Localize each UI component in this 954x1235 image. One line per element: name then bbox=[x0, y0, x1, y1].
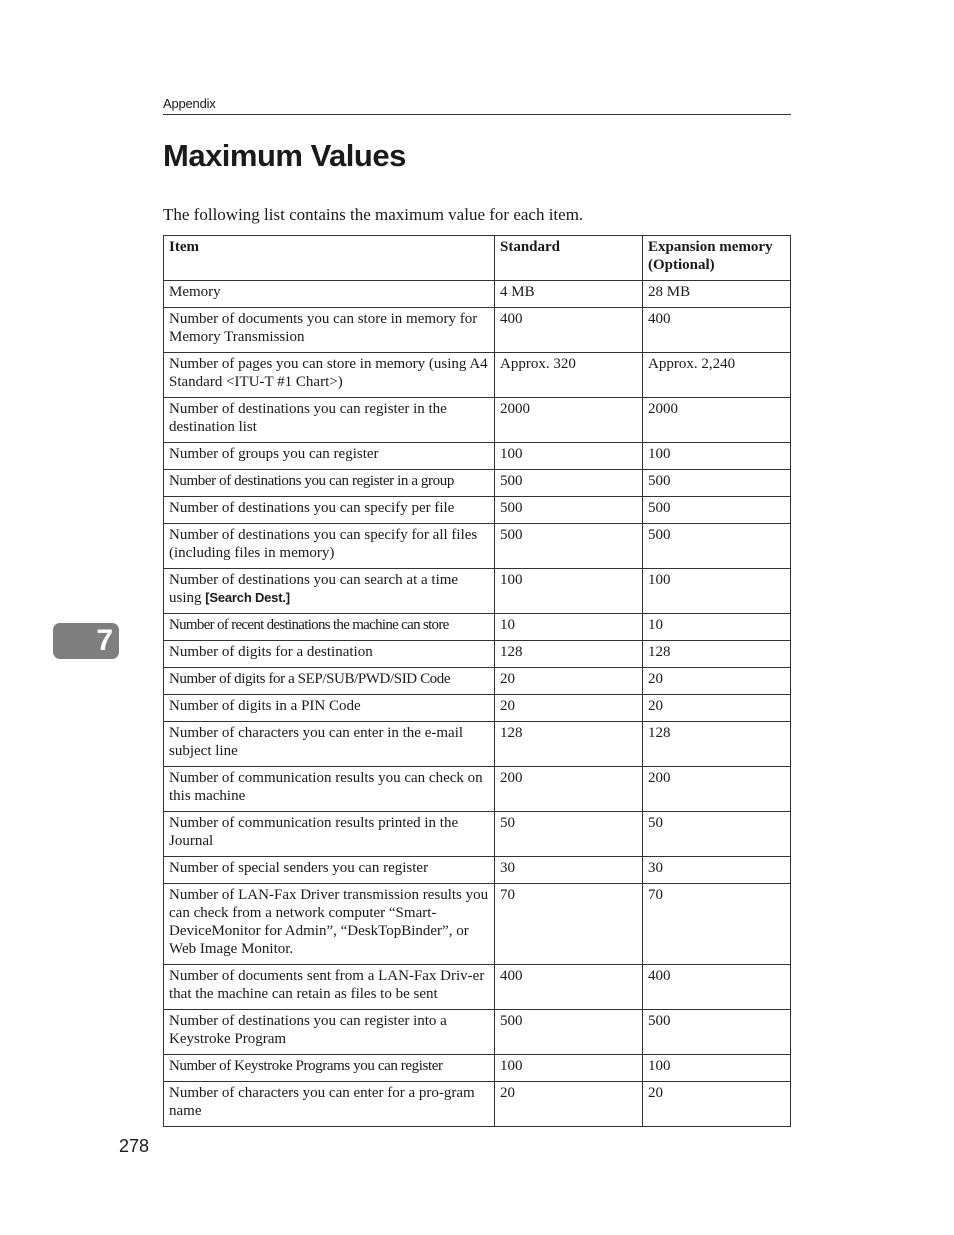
table-row bbox=[164, 1055, 791, 1082]
standard-cell: 500 bbox=[495, 470, 643, 497]
table-row bbox=[164, 1082, 791, 1127]
expansion-cell: Approx. 2,240 bbox=[643, 353, 791, 398]
item-cell: Number of digits for a SEP/SUB/PWD/SID Code bbox=[164, 668, 495, 695]
standard-cell: 200 bbox=[495, 767, 643, 812]
table-row bbox=[164, 470, 791, 497]
intro-text: The following list contains the maximum value for each item. bbox=[163, 205, 584, 224]
table-row bbox=[164, 524, 791, 569]
table-row bbox=[164, 668, 791, 695]
chapter-tab bbox=[53, 623, 119, 659]
expansion-cell: 500 bbox=[643, 1010, 791, 1055]
item-cell: Number of destinations you can register in the destination list bbox=[164, 398, 495, 443]
expansion-cell: 128 bbox=[643, 722, 791, 767]
expansion-cell: 400 bbox=[643, 965, 791, 1010]
column-header-standard: Standard bbox=[495, 236, 643, 281]
expansion-cell: 28 MB bbox=[643, 281, 791, 308]
expansion-cell: 2000 bbox=[643, 398, 791, 443]
item-cell: Number of destinations you can specify for all files (including files in memory) bbox=[164, 524, 495, 569]
standard-cell: 30 bbox=[495, 857, 643, 884]
expansion-cell: 200 bbox=[643, 767, 791, 812]
standard-cell: Approx. 320 bbox=[495, 353, 643, 398]
item-cell: Number of destinations you can register into a Keystroke Program bbox=[164, 1010, 495, 1055]
standard-cell: 100 bbox=[495, 1055, 643, 1082]
table-row bbox=[164, 641, 791, 668]
expansion-cell: 100 bbox=[643, 569, 791, 614]
item-cell: Number of groups you can register bbox=[164, 443, 495, 470]
standard-cell: 128 bbox=[495, 722, 643, 767]
item-cell: Number of special senders you can register bbox=[164, 857, 495, 884]
item-cell: Number of LAN-Fax Driver transmission results you can check from a network computer “Smart-DeviceMonitor for Admin”, “DeskTopBinder”, or Web Image Monitor. bbox=[164, 884, 495, 965]
item-cell: Number of digits in a PIN Code bbox=[164, 695, 495, 722]
table-header-row bbox=[164, 236, 791, 281]
item-text: Number of destinations you can search at a time using bbox=[169, 572, 459, 606]
item-cell: Number of digits for a destination bbox=[164, 641, 495, 668]
standard-cell: 400 bbox=[495, 308, 643, 353]
standard-cell: 2000 bbox=[495, 398, 643, 443]
table-row bbox=[164, 965, 791, 1010]
table-row bbox=[164, 857, 791, 884]
standard-cell: 4 MB bbox=[495, 281, 643, 308]
item-cell: Number of recent destinations the machine can store bbox=[164, 614, 495, 641]
standard-cell: 500 bbox=[495, 524, 643, 569]
table-row bbox=[164, 308, 791, 353]
item-cell: Number of characters you can enter for a pro-gram name bbox=[164, 1082, 495, 1127]
standard-cell: 100 bbox=[495, 443, 643, 470]
table-row bbox=[164, 614, 791, 641]
section-header: Appendix bbox=[163, 96, 216, 111]
item-cell: Number of documents sent from a LAN-Fax Driv-er that the machine can retain as files to be sent bbox=[164, 965, 495, 1010]
item-cell: Number of destinations you can register in a group bbox=[164, 470, 495, 497]
table-row bbox=[164, 569, 791, 614]
expansion-cell: 70 bbox=[643, 884, 791, 965]
search-dest-key-label: [Search Dest.] bbox=[205, 590, 290, 605]
column-header-expansion: Expansion memory (Optional) bbox=[643, 236, 791, 281]
standard-cell: 500 bbox=[495, 1010, 643, 1055]
item-cell bbox=[164, 569, 495, 614]
table-row bbox=[164, 497, 791, 524]
table-row bbox=[164, 443, 791, 470]
page-number: 278 bbox=[119, 1136, 150, 1156]
item-cell: Number of characters you can enter in the e-mail subject line bbox=[164, 722, 495, 767]
item-cell: Number of communication results printed in the Journal bbox=[164, 812, 495, 857]
standard-cell: 10 bbox=[495, 614, 643, 641]
table-row bbox=[164, 353, 791, 398]
table-row bbox=[164, 281, 791, 308]
column-header-item: Item bbox=[164, 236, 495, 281]
standard-cell: 400 bbox=[495, 965, 643, 1010]
expansion-cell: 30 bbox=[643, 857, 791, 884]
table-row bbox=[164, 1010, 791, 1055]
expansion-cell: 50 bbox=[643, 812, 791, 857]
table-row bbox=[164, 722, 791, 767]
standard-cell: 500 bbox=[495, 497, 643, 524]
expansion-cell: 10 bbox=[643, 614, 791, 641]
standard-cell: 50 bbox=[495, 812, 643, 857]
page-title: Maximum Values bbox=[163, 138, 406, 173]
table-row bbox=[164, 398, 791, 443]
table-row bbox=[164, 767, 791, 812]
maximum-values-table bbox=[163, 235, 791, 1127]
expansion-cell: 500 bbox=[643, 524, 791, 569]
item-cell: Number of pages you can store in memory (using A4 Standard <ITU-T #1 Chart>) bbox=[164, 353, 495, 398]
standard-cell: 20 bbox=[495, 668, 643, 695]
item-cell: Memory bbox=[164, 281, 495, 308]
item-cell: Number of Keystroke Programs you can register bbox=[164, 1055, 495, 1082]
table-row bbox=[164, 812, 791, 857]
expansion-cell: 100 bbox=[643, 1055, 791, 1082]
standard-cell: 128 bbox=[495, 641, 643, 668]
expansion-cell: 20 bbox=[643, 695, 791, 722]
standard-cell: 20 bbox=[495, 695, 643, 722]
expansion-cell: 500 bbox=[643, 497, 791, 524]
expansion-cell: 20 bbox=[643, 668, 791, 695]
chapter-number: 7 bbox=[96, 624, 113, 657]
expansion-cell: 400 bbox=[643, 308, 791, 353]
header-rule bbox=[163, 114, 791, 115]
expansion-cell: 20 bbox=[643, 1082, 791, 1127]
standard-cell: 20 bbox=[495, 1082, 643, 1127]
expansion-cell: 128 bbox=[643, 641, 791, 668]
item-cell: Number of destinations you can specify per file bbox=[164, 497, 495, 524]
item-cell: Number of documents you can store in memory for Memory Transmission bbox=[164, 308, 495, 353]
expansion-cell: 500 bbox=[643, 470, 791, 497]
item-cell: Number of communication results you can check on this machine bbox=[164, 767, 495, 812]
table-row bbox=[164, 695, 791, 722]
standard-cell: 70 bbox=[495, 884, 643, 965]
expansion-cell: 100 bbox=[643, 443, 791, 470]
standard-cell: 100 bbox=[495, 569, 643, 614]
table-row bbox=[164, 884, 791, 965]
